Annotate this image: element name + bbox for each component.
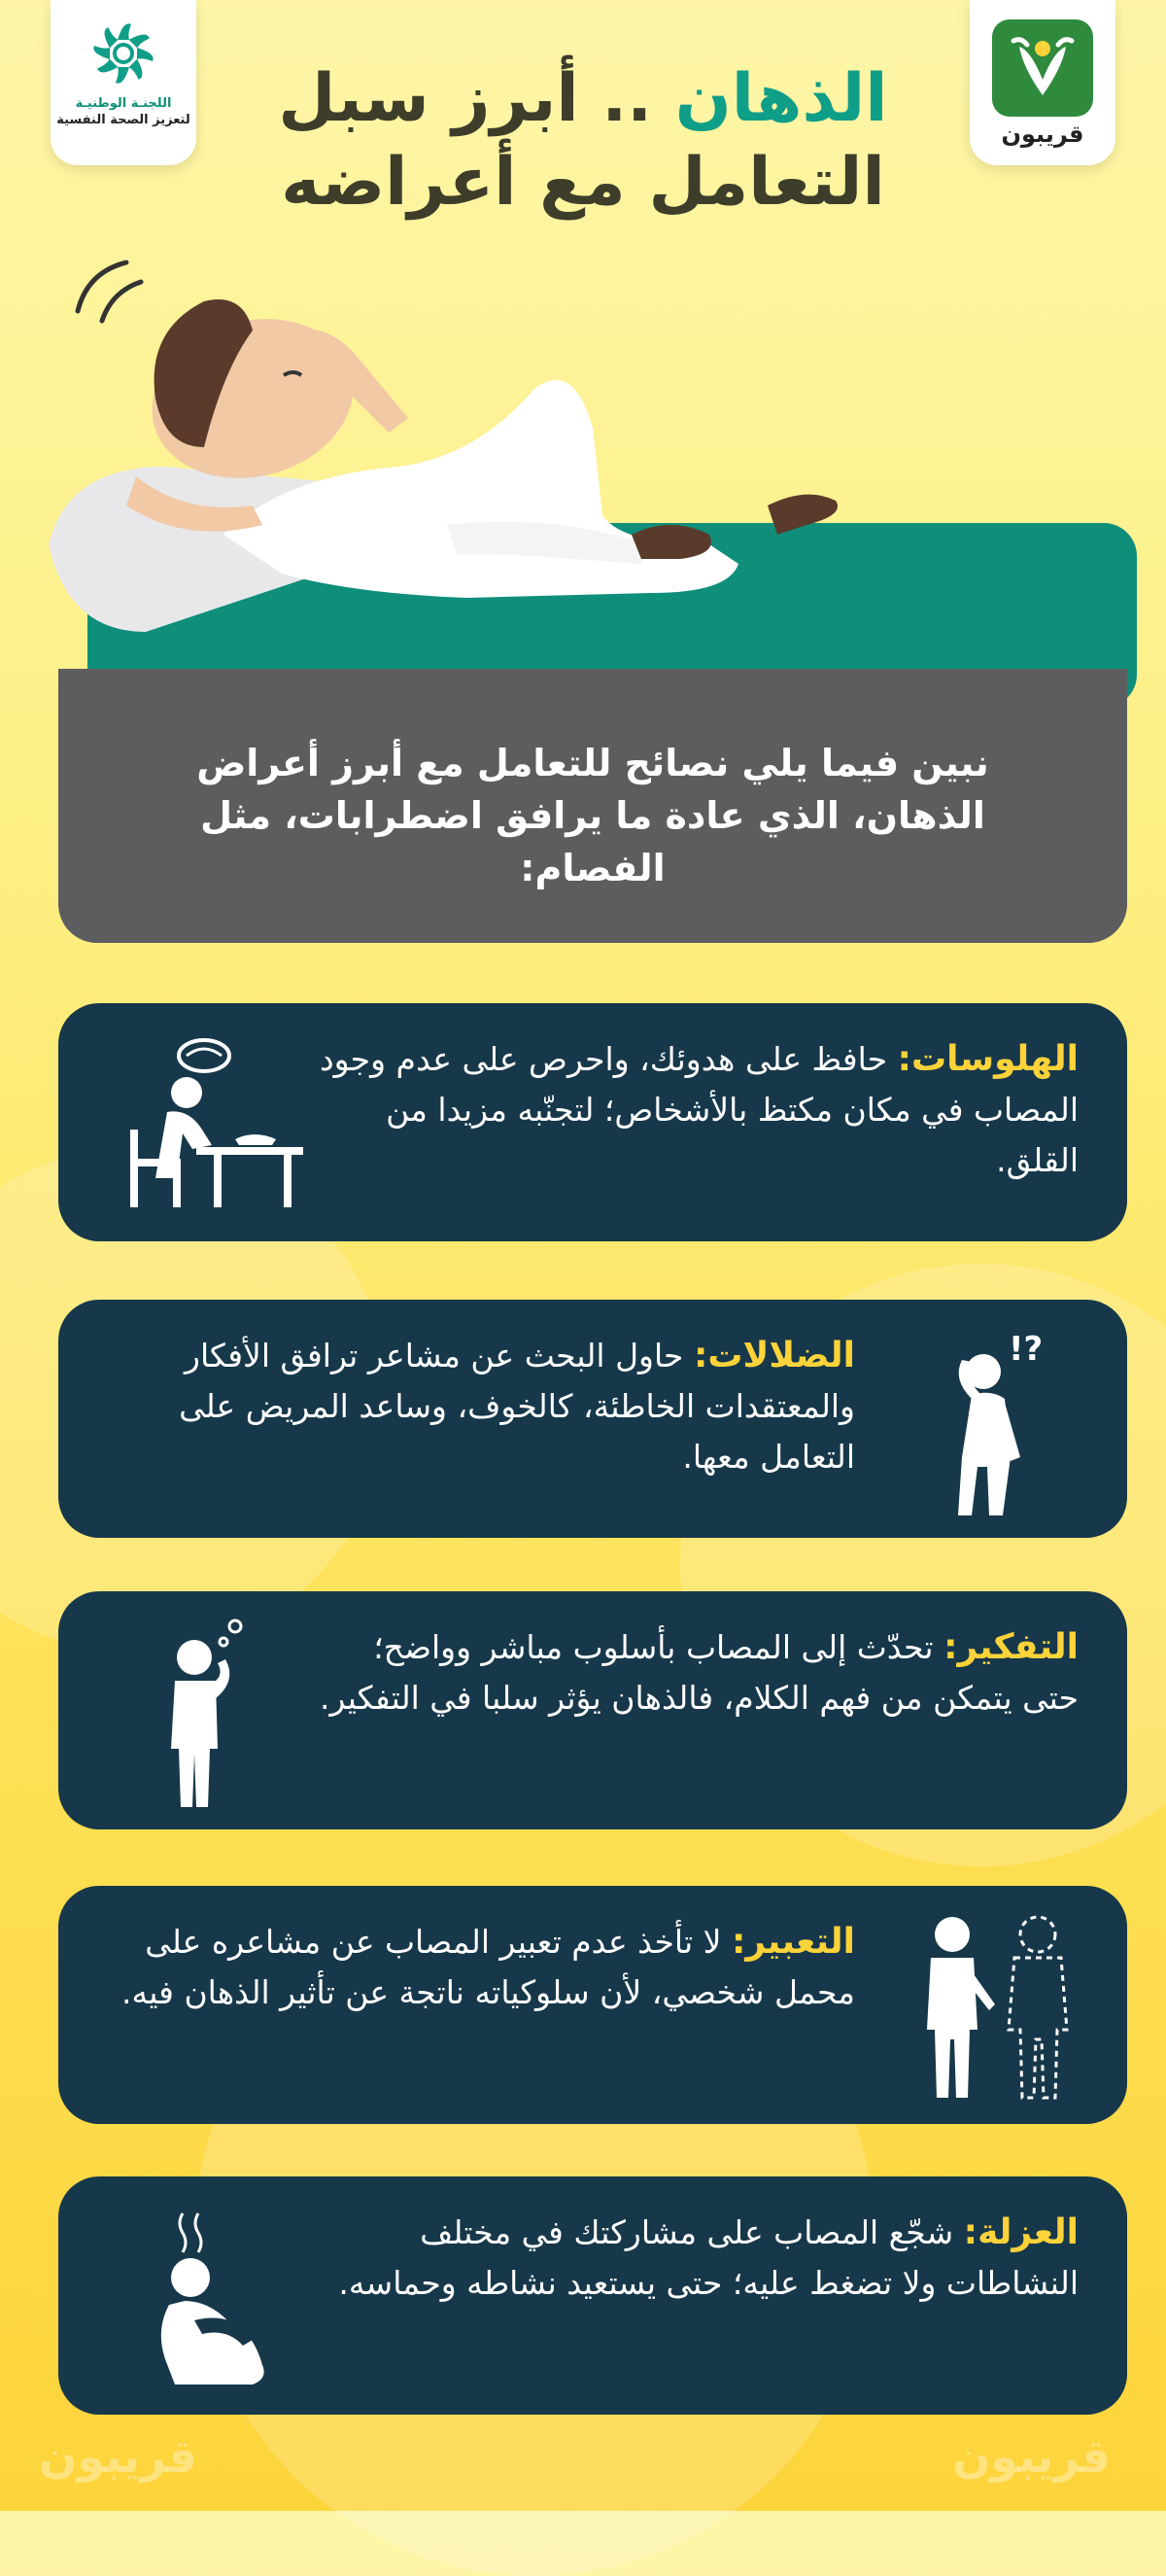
- person-heart-icon: [992, 19, 1093, 117]
- tip-body: حافظ على هدوئك، واحرص على عدم وجود المصاب في مكان مكتظ بالأشخاص؛ لتجنّبه مزيدا من القلق.: [319, 1040, 1079, 1179]
- tip-card-hallucinations: [58, 1003, 1127, 1241]
- tip-card-delusions: [58, 1300, 1127, 1538]
- committee-name-line1: اللجنـة الوطنيـة: [75, 96, 172, 111]
- tip-keyword: العزلة:: [963, 2212, 1079, 2252]
- tip-text: [311, 2208, 1079, 2309]
- tip-keyword: التعبير:: [731, 1922, 855, 1962]
- title-rest: .. أبرز سبل: [278, 60, 675, 137]
- tip-keyword: التفكير:: [943, 1627, 1079, 1667]
- watermark-left: قريبون: [39, 2430, 197, 2483]
- thinking-person-icon: [146, 1613, 262, 1817]
- national-committee-logo: [51, 0, 196, 165]
- qaribon-emblem: [992, 19, 1093, 117]
- tip-body: حاول البحث عن مشاعر ترافق الأفكار والمعتقدات الخاطئة، كالخوف، وساعد المريض على التعامل معها.: [179, 1337, 855, 1476]
- page-title-line1: [243, 60, 923, 138]
- tip-body: شجّع المصاب على مشاركتك في مختلف النشاطات ولا تضغط عليه؛ حتى يستعيد نشاطه وحماسه.: [338, 2213, 1079, 2302]
- tip-text: [97, 1917, 855, 2018]
- intro-text: نبين فيما يلي نصائح للتعامل مع أبرز أعراض الذهان، الذي عادة ما يرافق اضطرابات، مثل الفصام:: [196, 742, 989, 889]
- committee-name-line2: لتعزيز الصحة النفسية: [56, 113, 190, 127]
- tip-card-expression: [58, 1886, 1127, 2124]
- qaribon-logo: [970, 0, 1115, 165]
- tip-text: [311, 1034, 1079, 1186]
- tip-text: [97, 1331, 855, 1482]
- watermark-right: قريبون: [952, 2430, 1111, 2483]
- svg-text:!?: !?: [1009, 1330, 1044, 1369]
- tip-body: لا تأخذ عدم تعبير المصاب عن مشاعره على محمل شخصي، لأن سلوكياته ناتجة عن تأثير الذهان فيه.: [121, 1923, 855, 2011]
- tip-keyword: الهلوسات:: [897, 1039, 1079, 1079]
- tip-card-thinking: [58, 1591, 1127, 1829]
- intro-box: [58, 669, 1127, 943]
- tip-body: تحدّث إلى المصاب بأسلوب مباشر وواضح؛ حتى يتمكن من فهم الكلام، فالذهان يؤثر سلبا في التفكير.: [320, 1628, 1079, 1717]
- page-title-line2: التعامل مع أعراضه: [281, 144, 885, 221]
- man-lying-on-couch-illustration: [29, 224, 1137, 710]
- two-people-icon: [913, 1913, 1088, 2107]
- tip-card-isolation: [58, 2176, 1127, 2415]
- sitting-sad-person-icon: [126, 2204, 292, 2398]
- person-at-desk-icon: [119, 1032, 303, 1217]
- tip-text: [311, 1622, 1079, 1723]
- confused-person-icon: [933, 1321, 1079, 1525]
- star-emblem-icon: [51, 0, 196, 97]
- title-accent-word: الذهان: [674, 60, 888, 137]
- tip-keyword: الضلالات:: [693, 1336, 855, 1375]
- committee-name: [51, 95, 196, 128]
- qaribon-brand-name: قريبون: [1001, 121, 1084, 148]
